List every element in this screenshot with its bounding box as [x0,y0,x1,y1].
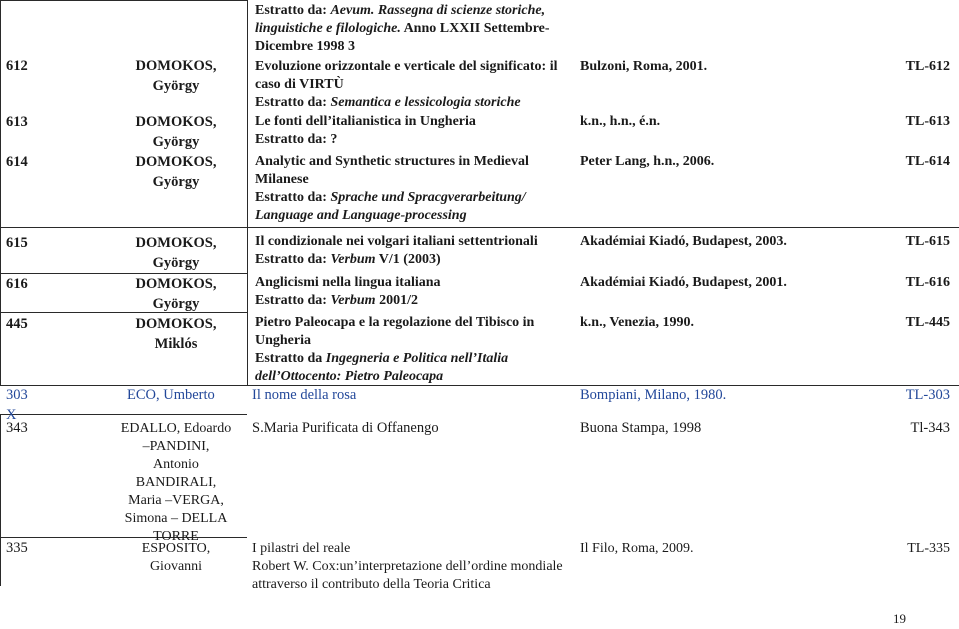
estratto-label: Estratto da: [255,190,331,205]
source-text: Sprache und Spracgverarbeitung/ [330,190,526,205]
entry-title [255,314,575,386]
entry-number: 613 [6,114,28,130]
title-line: Pietro Paleocapa e la regolazione del Tibisco in [255,315,535,330]
entry-code: TL-303 [905,387,950,403]
entry-author: ECO, Umberto [127,387,215,403]
entry-number: 616 [6,276,28,292]
author-line: György [152,255,200,271]
entry-code: Tl-343 [910,420,950,436]
source-text: Verbum [330,252,376,267]
entry-code: TL-613 [905,114,950,129]
entry-publisher: Il Filo, Roma, 2009. [580,541,694,556]
title-line: Analytic and Synthetic structures in Medieval [255,154,529,169]
author-line: –PANDINI, [142,439,210,454]
entry-number: 343 [6,420,28,436]
entry-title [255,113,575,149]
entry-code: TL-616 [905,275,950,290]
title-line: Robert W. Cox:un’interpretazione dell’ordine mondiale [252,559,563,574]
table-rule [0,414,1,586]
table-rule [0,414,247,415]
entry-publisher: Akadémiai Kiadó, Budapest, 2001. [580,275,787,290]
title-line: Anglicismi nella lingua italiana [255,275,441,290]
entry-publisher: Bompiani, Milano, 1980. [580,387,727,403]
entry-author [118,112,234,152]
source-text: Language and Language-processing [255,208,467,223]
source-text: Anno LXXII Settembre- [400,21,550,36]
page-number: 19 [893,611,906,626]
entry-author [118,152,234,192]
entry-publisher: k.n., Venezia, 1990. [580,315,694,330]
title-line: I pilastri del reale [252,541,351,556]
entry-title [252,540,572,594]
estratto-label: Estratto da [255,351,326,366]
entry-author [118,56,234,96]
entry-title [255,153,575,225]
entry-title: Il nome della rosa [252,387,357,403]
author-line: DOMOKOS, [135,235,217,251]
source-text: V/1 (2003) [375,252,441,267]
entry-author [118,233,234,273]
author-line: Simona – DELLA [124,511,228,526]
source-text: Dicembre 1998 3 [255,39,356,54]
top-fragment [255,2,575,56]
author-line: Antonio [153,457,199,472]
entry-title: S.Maria Purificata di Offanengo [252,420,439,436]
source-text: Semantica e lessicologia storiche [330,95,521,110]
author-line: DOMOKOS, [135,114,217,130]
source-text: 2001/2 [375,293,418,308]
author-line: György [152,78,200,94]
number-line: 303 [6,387,28,403]
estratto-label: Estratto da: ? [255,132,338,147]
entry-author [118,420,234,546]
entry-code: TL-445 [905,315,950,330]
title-line: Milanese [255,172,309,187]
author-line: DOMOKOS, [135,316,217,332]
entry-code: TL-335 [907,541,950,556]
title-line: caso di VIRTÙ [255,77,344,92]
title-line: Il condizionale nei volgari italiani settentrionali [255,234,538,249]
estratto-label: Estratto da: [255,95,331,110]
author-line: Maria –VERGA, [128,493,224,508]
author-line: TORRE [153,529,199,544]
entry-number: 445 [6,316,28,332]
entry-author [118,540,234,576]
table-rule [0,227,959,228]
source-text: dell’Ottocento: Pietro Paleocapa [255,369,444,384]
entry-publisher: Akadémiai Kiadó, Budapest, 2003. [580,234,787,249]
entry-number: 612 [6,58,28,74]
source-text: Verbum [330,293,376,308]
author-line: György [152,296,200,312]
entry-author [118,314,234,354]
author-line: BANDIRALI, [135,475,217,490]
author-line: DOMOKOS, [135,154,217,170]
estratto-label: Estratto da: [255,3,331,18]
author-line: Giovanni [149,559,203,574]
entry-title [255,274,575,310]
author-line: György [152,174,200,190]
author-line: DOMOKOS, [135,58,217,74]
entry-publisher: Peter Lang, h.n., 2006. [580,154,715,169]
source-text: Ingegneria e Politica nell’Italia [325,351,509,366]
title-line: attraverso il contributo della Teoria Critica [252,577,491,592]
estratto-label: Estratto da: [255,252,331,267]
entry-number: 335 [6,540,28,556]
entry-code: TL-612 [905,59,950,74]
source-text: Aevum. Rassegna di scienze storiche, [330,3,546,18]
entry-code: TL-615 [905,234,950,249]
entry-title [255,233,575,269]
entry-code: TL-614 [905,154,950,169]
table-rule [0,0,247,1]
entry-publisher: Bulzoni, Roma, 2001. [580,59,708,74]
entry-publisher: k.n., h.n., é.n. [580,114,661,129]
title-line: Evoluzione orizzontale e verticale del significato: il [255,59,558,74]
author-line: György [152,134,200,150]
entry-author [118,274,234,314]
table-rule [247,0,248,385]
entry-title [255,58,575,112]
table-rule [0,0,1,385]
author-line: DOMOKOS, [135,276,217,292]
title-line: Le fonti dell’italianistica in Ungheria [255,114,476,129]
entry-publisher: Buona Stampa, 1998 [580,420,702,436]
author-line: Miklós [154,336,198,352]
entry-number: 615 [6,235,28,251]
entry-number: 614 [6,154,28,170]
author-line: EDALLO, Edoardo [120,421,232,436]
title-line: Ungheria [255,333,311,348]
number-line: X [6,407,17,423]
source-text: linguistiche e filologiche. [255,21,401,36]
author-line: ESPOSITO, [141,541,211,556]
estratto-label: Estratto da: [255,293,331,308]
